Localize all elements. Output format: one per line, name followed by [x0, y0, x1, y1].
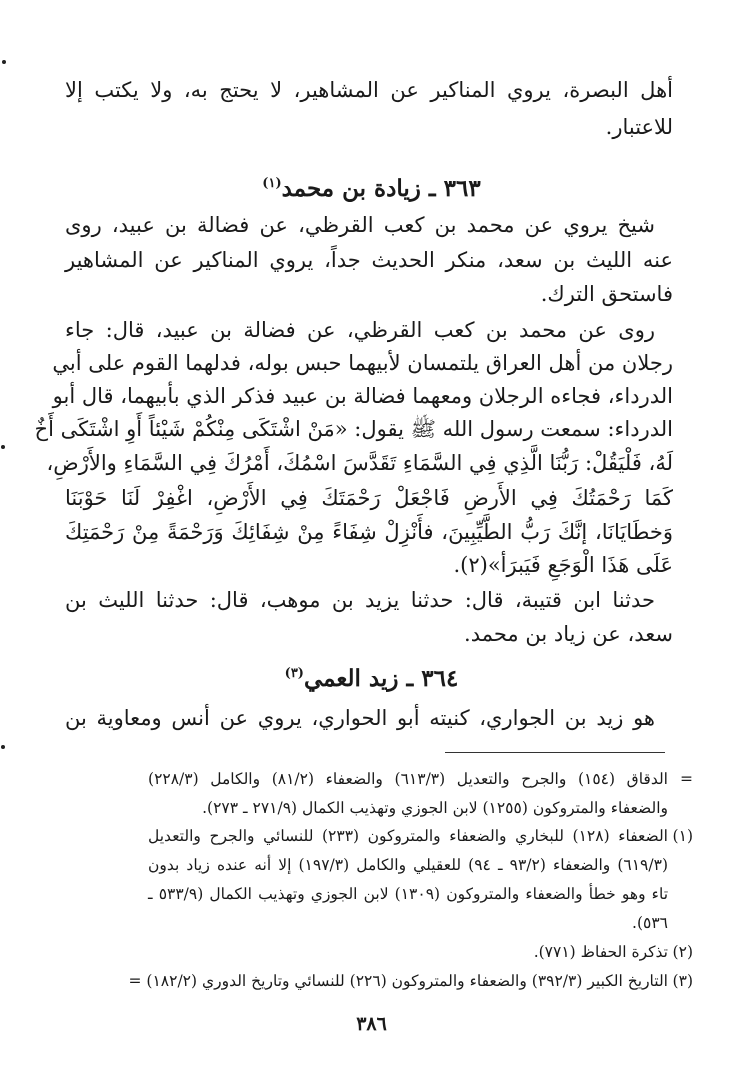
footnote-marker: (٣) — [672, 972, 693, 990]
body-line: رجلان من أهل العراق يلتمسان لأبيهما حبس بوله، فدلهما القوم على أبي — [52, 351, 673, 375]
entry-heading-text: ٣٦٣ ـ زيادة بن محمد — [281, 175, 481, 202]
footnote-reference: (٣) — [284, 666, 304, 681]
body-line: عنه الليث بن سعد، منكر الحديث جداً، يروي المناكير عن المشاهير — [65, 248, 673, 272]
entry-heading-364 — [0, 658, 743, 695]
body-line: للاعتبار. — [605, 115, 673, 139]
body-line: أهل البصرة، يروي المناكير عن المشاهير، لا يحتج به، ولا يكتب إلا — [65, 78, 673, 102]
body-line: الدرداء، فجاءه الرجلان ومعهما فضالة بن عبيد فذكر الذي بأبيهما، قال أبو — [52, 384, 673, 408]
body-line: حدثنا ابن قتيبة، قال: حدثنا يزيد بن موهب، قال: حدثنا الليث بن — [65, 588, 655, 612]
body-line: شيخ يروي عن محمد بن كعب القرظي، عن فضالة بن عبيد، روى — [65, 213, 655, 237]
body-line: لَهُ، فَلْيَقُلْ: رَبُّنَا الَّذِي فِي السَّمَاءِ تَقَدَّسَ اسْمُكَ، أَمْرُكَ فِي السَّمَاءِ والأَرْضِ، — [46, 451, 673, 475]
body-line: هو زيد بن الجواري، كنيته أبو الحواري، يروي عن أنس ومعاوية بن — [65, 706, 655, 730]
footnote-separator — [445, 752, 665, 753]
footnote-line: تاء وهو خطأ والضعفاء والمتروكون (١٣٠٩) لابن الجوزي وتهذيب الكمال (٥٣٣/٩ ـ — [148, 885, 669, 903]
footnote-line: تذكرة الحفاظ (٧٧١). — [533, 943, 668, 961]
page-number: ٣٨٦ — [356, 1013, 387, 1035]
entry-heading-363 — [0, 168, 743, 205]
scan-speck — [2, 60, 6, 64]
body-line: روى عن محمد بن كعب القرظي، عن فضالة بن عبيد، قال: جاء — [65, 318, 655, 342]
footnote-line: الضعفاء (١٢٨) للبخاري والضعفاء والمتروكون (٢٣٣) للنسائي والجرح والتعديل — [148, 827, 668, 845]
footnote-marker: (٢) — [672, 943, 693, 961]
body-line: عَلَى هَذَا الْوَجَعِ فَيَبرَأ»(٢). — [453, 553, 673, 577]
entry-heading-text: ٣٦٤ ـ زيد العمي — [303, 665, 459, 692]
body-line: الدرداء: سمعت رسول الله ﷺ يقول: «مَنْ اشْتَكَى مِنْكُمْ شَيْئاً أَوِ اشْتَكَى أَخٌ — [34, 417, 673, 441]
body-line: فاستحق الترك. — [540, 282, 673, 306]
body-line: كَمَا رَحْمَتُكَ فِي الأَرضِ فَاجْعَلْ رَحْمَتَكَ فِي الأَرْضِ، اغْفِرْ لَنَا حَوْبَنَا — [65, 486, 673, 510]
scan-speck — [1, 745, 5, 749]
footnote-reference: (١) — [262, 176, 282, 191]
scan-speck — [1, 445, 5, 449]
footnote-line: التاريخ الكبير (٣٩٢/٣) والضعفاء والمتروكون (٢٢٦) للنسائي وتاريخ الدوري (١٨٢/٢) = — [128, 972, 668, 990]
footnote-line: والضعفاء والمتروكون (١٢٥٥) لابن الجوزي وتهذيب الكمال (٢٧١/٩ ـ ٢٧٣). — [202, 799, 668, 817]
footnote-marker: = — [680, 770, 693, 788]
footnote-line: ٥٣٦). — [632, 914, 668, 932]
footnote-marker: (١) — [672, 827, 693, 845]
footnote-line: (٦١٩/٣) والضعفاء (٩٣/٢ ـ ٩٤) للعقيلي والكامل (١٩٧/٣) إلا أنه عنده زياد بدون — [148, 856, 668, 874]
body-line: سعد، عن زياد بن محمد. — [464, 622, 673, 646]
footnote-line: الدقاق (١٥٤) والجرح والتعديل (٦١٣/٣) والضعفاء (٨١/٢) والكامل (٢٢٨/٣) — [148, 770, 668, 788]
body-line: وَخطَايَانَا، إنَّكَ رَبُّ الطَّيِّبِينَ، فأَنْزِلْ شِفَاءً مِنْ شِفَائِكَ وَرَحْمَةً مِنْ رَحْمَتِكَ — [65, 520, 673, 544]
